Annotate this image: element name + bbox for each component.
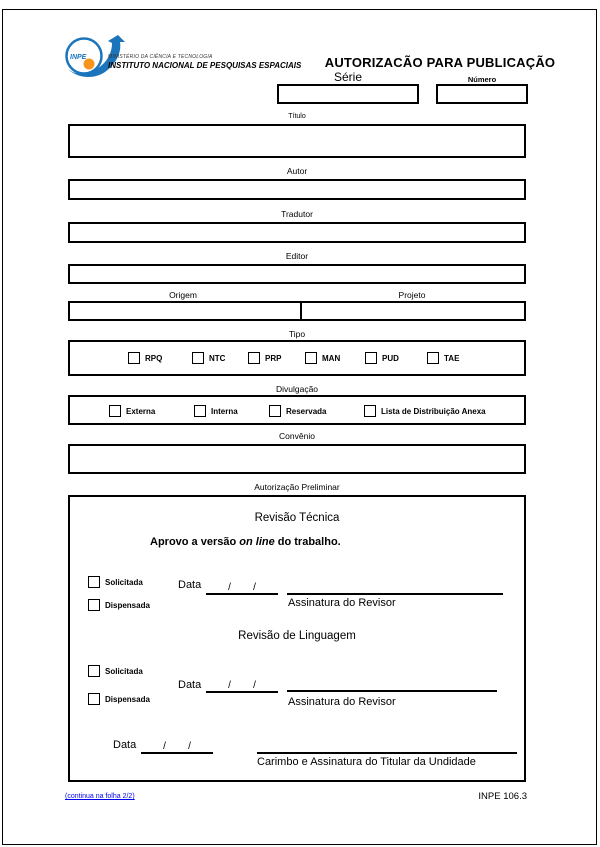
tradutor-input[interactable] bbox=[68, 222, 526, 243]
checkbox-prp[interactable] bbox=[248, 352, 260, 364]
titular-signature-line bbox=[257, 736, 517, 754]
origem-input[interactable] bbox=[70, 303, 300, 319]
tipo-option-label: RPQ bbox=[145, 353, 163, 363]
date-slash: / bbox=[253, 582, 256, 593]
checkbox-tae[interactable] bbox=[427, 352, 439, 364]
tecnica-solicitada-option[interactable] bbox=[88, 576, 143, 588]
linguagem-dispensada-option[interactable] bbox=[88, 693, 150, 705]
date-slash: / bbox=[228, 582, 231, 593]
editor-label: Editor bbox=[285, 251, 309, 261]
tipo-option-pud[interactable] bbox=[365, 352, 399, 364]
tipo-option-label: TAE bbox=[444, 353, 460, 363]
date-slash: / bbox=[188, 741, 191, 752]
ministry-line: MINISTÉRIO DA CIÊNCIA E TECNOLOGIA bbox=[108, 54, 213, 60]
approval-emphasis: on line bbox=[239, 536, 275, 548]
divulgacao-option-reservada[interactable] bbox=[269, 405, 326, 417]
linguagem-solicitada-option[interactable] bbox=[88, 665, 143, 677]
divulgacao-options-box bbox=[68, 395, 526, 425]
divulgacao-option-label: Reservada bbox=[286, 406, 327, 416]
institute-line: INSTITUTO NACIONAL DE PESQUISAS ESPACIAIS bbox=[108, 61, 302, 70]
form-code: INPE 106.3 bbox=[478, 791, 527, 802]
tipo-option-man[interactable] bbox=[305, 352, 340, 364]
tecnica-dispensada-option[interactable] bbox=[88, 599, 150, 611]
autor-label: Autor bbox=[286, 166, 308, 176]
inpe-logo-text: INPE bbox=[70, 54, 87, 61]
dispensada-label: Dispensada bbox=[105, 600, 150, 610]
checkbox-externa[interactable] bbox=[109, 405, 121, 417]
revisao-linguagem-title: Revisão de Linguagem bbox=[238, 630, 356, 642]
tipo-option-label: PRP bbox=[265, 353, 282, 363]
serie-label: Série bbox=[333, 70, 362, 84]
tradutor-label: Tradutor bbox=[281, 209, 313, 219]
checkbox-dispensada-tecnica[interactable] bbox=[88, 599, 100, 611]
checkbox-man[interactable] bbox=[305, 352, 317, 364]
tipo-label: Tipo bbox=[288, 329, 306, 339]
checkbox-solicitada-tecnica[interactable] bbox=[88, 576, 100, 588]
origem-label: Origem bbox=[169, 290, 197, 300]
titular-signature-caption: Carimbo e Assinatura do Titular da Undidade bbox=[257, 756, 476, 768]
divulgacao-option-label: Interna bbox=[211, 406, 238, 416]
autorizacao-preliminar-box bbox=[68, 495, 526, 782]
checkbox-interna[interactable] bbox=[194, 405, 206, 417]
tecnica-date-field[interactable] bbox=[206, 579, 278, 595]
form-title: AUTORIZACÃO PARA PUBLICAÇÃO bbox=[324, 55, 556, 70]
divulgacao-option-externa[interactable] bbox=[109, 405, 155, 417]
tipo-option-rpq[interactable] bbox=[128, 352, 162, 364]
linguagem-data-label: Data bbox=[178, 679, 202, 691]
titular-data-label: Data bbox=[113, 739, 137, 751]
date-slash: / bbox=[163, 741, 166, 752]
projeto-input[interactable] bbox=[300, 303, 524, 319]
tipo-options-box bbox=[68, 340, 526, 376]
tipo-option-label: MAN bbox=[322, 353, 341, 363]
tipo-option-label: NTC bbox=[209, 353, 226, 363]
divulgacao-option-label: Lista de Distribuição Anexa bbox=[381, 406, 486, 416]
autor-input[interactable] bbox=[68, 179, 526, 200]
numero-input[interactable] bbox=[436, 84, 528, 104]
checkbox-dispensada-linguagem[interactable] bbox=[88, 693, 100, 705]
tecnica-data-label: Data bbox=[178, 579, 202, 591]
tipo-option-tae[interactable] bbox=[427, 352, 459, 364]
checkbox-reservada[interactable] bbox=[269, 405, 281, 417]
linguagem-signature-line bbox=[287, 674, 497, 692]
titulo-label: Título bbox=[288, 113, 306, 120]
numero-label: Número bbox=[467, 75, 497, 84]
tecnica-signature-caption: Assinatura do Revisor bbox=[288, 597, 396, 609]
checkbox-solicitada-linguagem[interactable] bbox=[88, 665, 100, 677]
autorizacao-preliminar-label: Autorização Preliminar bbox=[254, 482, 340, 492]
divulgacao-option-label: Externa bbox=[126, 406, 156, 416]
checkbox-rpq[interactable] bbox=[128, 352, 140, 364]
solicitada-label: Solicitada bbox=[105, 666, 143, 676]
date-slash: / bbox=[253, 680, 256, 691]
divulgacao-label: Divulgação bbox=[275, 384, 319, 394]
origem-projeto-box bbox=[68, 301, 526, 321]
revisao-tecnica-title: Revisão Técnica bbox=[254, 512, 340, 524]
approval-prefix: Aprovo a versão bbox=[150, 536, 240, 548]
projeto-label: Projeto bbox=[398, 290, 426, 300]
editor-input[interactable] bbox=[68, 264, 526, 284]
approval-statement bbox=[150, 536, 341, 548]
checkbox-ntc[interactable] bbox=[192, 352, 204, 364]
checkbox-lista-distribuicao[interactable] bbox=[364, 405, 376, 417]
serie-input[interactable] bbox=[277, 84, 419, 104]
convenio-label: Convênio bbox=[279, 431, 315, 441]
continuation-link[interactable]: (continua na folha 2/2) bbox=[65, 793, 135, 800]
approval-suffix: do trabalho. bbox=[274, 536, 341, 548]
dispensada-label: Dispensada bbox=[105, 694, 150, 704]
date-slash: / bbox=[228, 680, 231, 691]
tipo-option-ntc[interactable] bbox=[192, 352, 225, 364]
solicitada-label: Solicitada bbox=[105, 577, 143, 587]
titulo-input[interactable] bbox=[68, 124, 526, 158]
titular-date-field[interactable] bbox=[141, 738, 213, 754]
tipo-option-prp[interactable] bbox=[248, 352, 281, 364]
checkbox-pud[interactable] bbox=[365, 352, 377, 364]
linguagem-date-field[interactable] bbox=[206, 677, 278, 693]
divulgacao-option-interna[interactable] bbox=[194, 405, 238, 417]
convenio-input[interactable] bbox=[68, 444, 526, 474]
divulgacao-option-lista-distribuicao[interactable] bbox=[364, 405, 486, 417]
linguagem-signature-caption: Assinatura do Revisor bbox=[288, 696, 396, 708]
tipo-option-label: PUD bbox=[382, 353, 399, 363]
tecnica-signature-line bbox=[287, 577, 503, 595]
